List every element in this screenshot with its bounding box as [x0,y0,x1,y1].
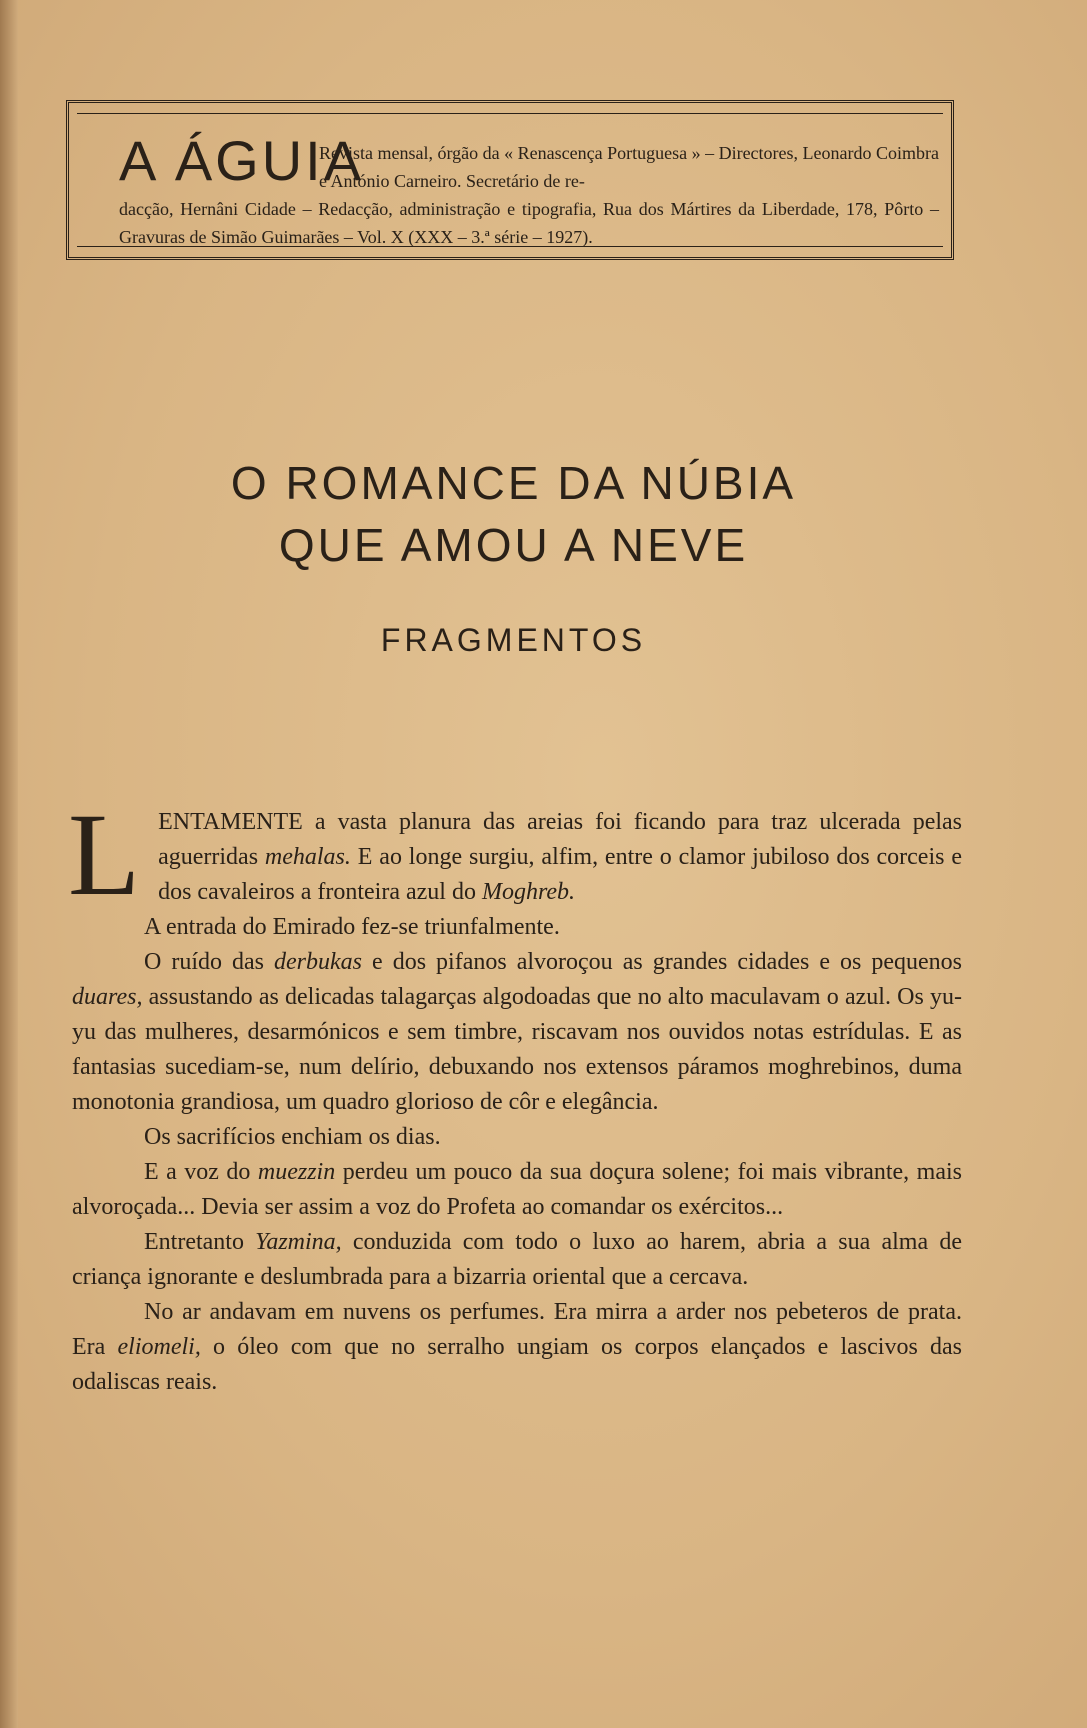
article-body [68,789,962,1400]
masthead-info-line2: dacção, Hernâni Cidade – Redacção, administração e tipografia, Rua dos Mártires da Liberdade, 178, Pôrto – Gravuras de Simão Guimarães – Vol. X (XXX – 3.ª série – 1927). [119,199,939,247]
text: Entretanto [144,1229,256,1255]
text: ENTAMENTE a vasta planura das areias foi ficando para traz ulcerada pelas aguerridas [158,809,962,870]
drop-cap: L [68,789,141,920]
text: conduzida com todo o luxo ao harem, abria a sua alma de criança ignorante e deslumbrada para a bizarria oriental que a cercava. [72,1229,962,1290]
italic-term: derbukas [274,949,363,975]
masthead-info-line1: Revista mensal, órgão da « Renascença Portuguesa » – Directores, Leonardo Coimbra e António Carneiro. Secretário de re- [319,143,939,191]
article-title-line2: QUE AMOU A NEVE [278,519,749,571]
paragraph-5 [72,1155,962,1225]
text: o óleo com que no serralho ungiam os corpos elançados e lascivos das odaliscas reais. [72,1334,962,1395]
italic-term: duares, [72,984,143,1010]
page-edge [0,0,18,1728]
text: assustando as delicadas talagarças algodoadas que no alto maculavam o azul. Os yu-yu das mulheres, desarmónicos e sem timbre, riscavam nos ouvidos notas estrídulas. E as fantasias sucediam-se, num delírio, debuxando nos extensos páramos moghrebinos, duma monotonia grandiosa, um quadro glorioso de côr e elegância. [72,984,962,1115]
masthead-title: A ÁGUIA [119,129,365,192]
article-subtitle: FRAGMENTOS [380,622,647,658]
italic-term: Moghreb. [481,879,576,905]
paragraph-4: Os sacrifícios enchiam os dias. [144,1124,441,1150]
text: perdeu um pouco da sua doçura solene; foi mais vibrante, mais alvoroçada... Devia ser assim a voz do Profeta ao comandar os exércitos... [72,1159,962,1220]
paragraph-7 [72,1295,962,1400]
italic-term: mehalas. [264,844,351,870]
paragraph-3 [72,945,962,1120]
text: No ar andavam em nuvens os perfumes. Era mirra a arder nos pebeteros de prata. Era [72,1299,962,1360]
italic-term: muezzin [257,1159,336,1185]
paragraph-1 [68,789,962,920]
text: E a voz do [144,1159,258,1185]
paragraph-6 [72,1225,962,1295]
text: e dos pifanos alvoroçou as grandes cidades e os pequenos [362,949,962,975]
text: O ruído das [144,949,275,975]
text: E ao longe surgiu, alfim, entre o clamor jubiloso dos corceis e dos cavaleiros a fronteira azul do [158,844,962,905]
paragraph-2: A entrada do Emirado fez-se triunfalmente. [144,914,560,940]
article-title-line1: O ROMANCE DA NÚBIA [230,457,797,509]
masthead-box [66,100,954,260]
italic-term: Yazmina, [255,1229,342,1255]
italic-term: eliomeli, [117,1334,201,1360]
